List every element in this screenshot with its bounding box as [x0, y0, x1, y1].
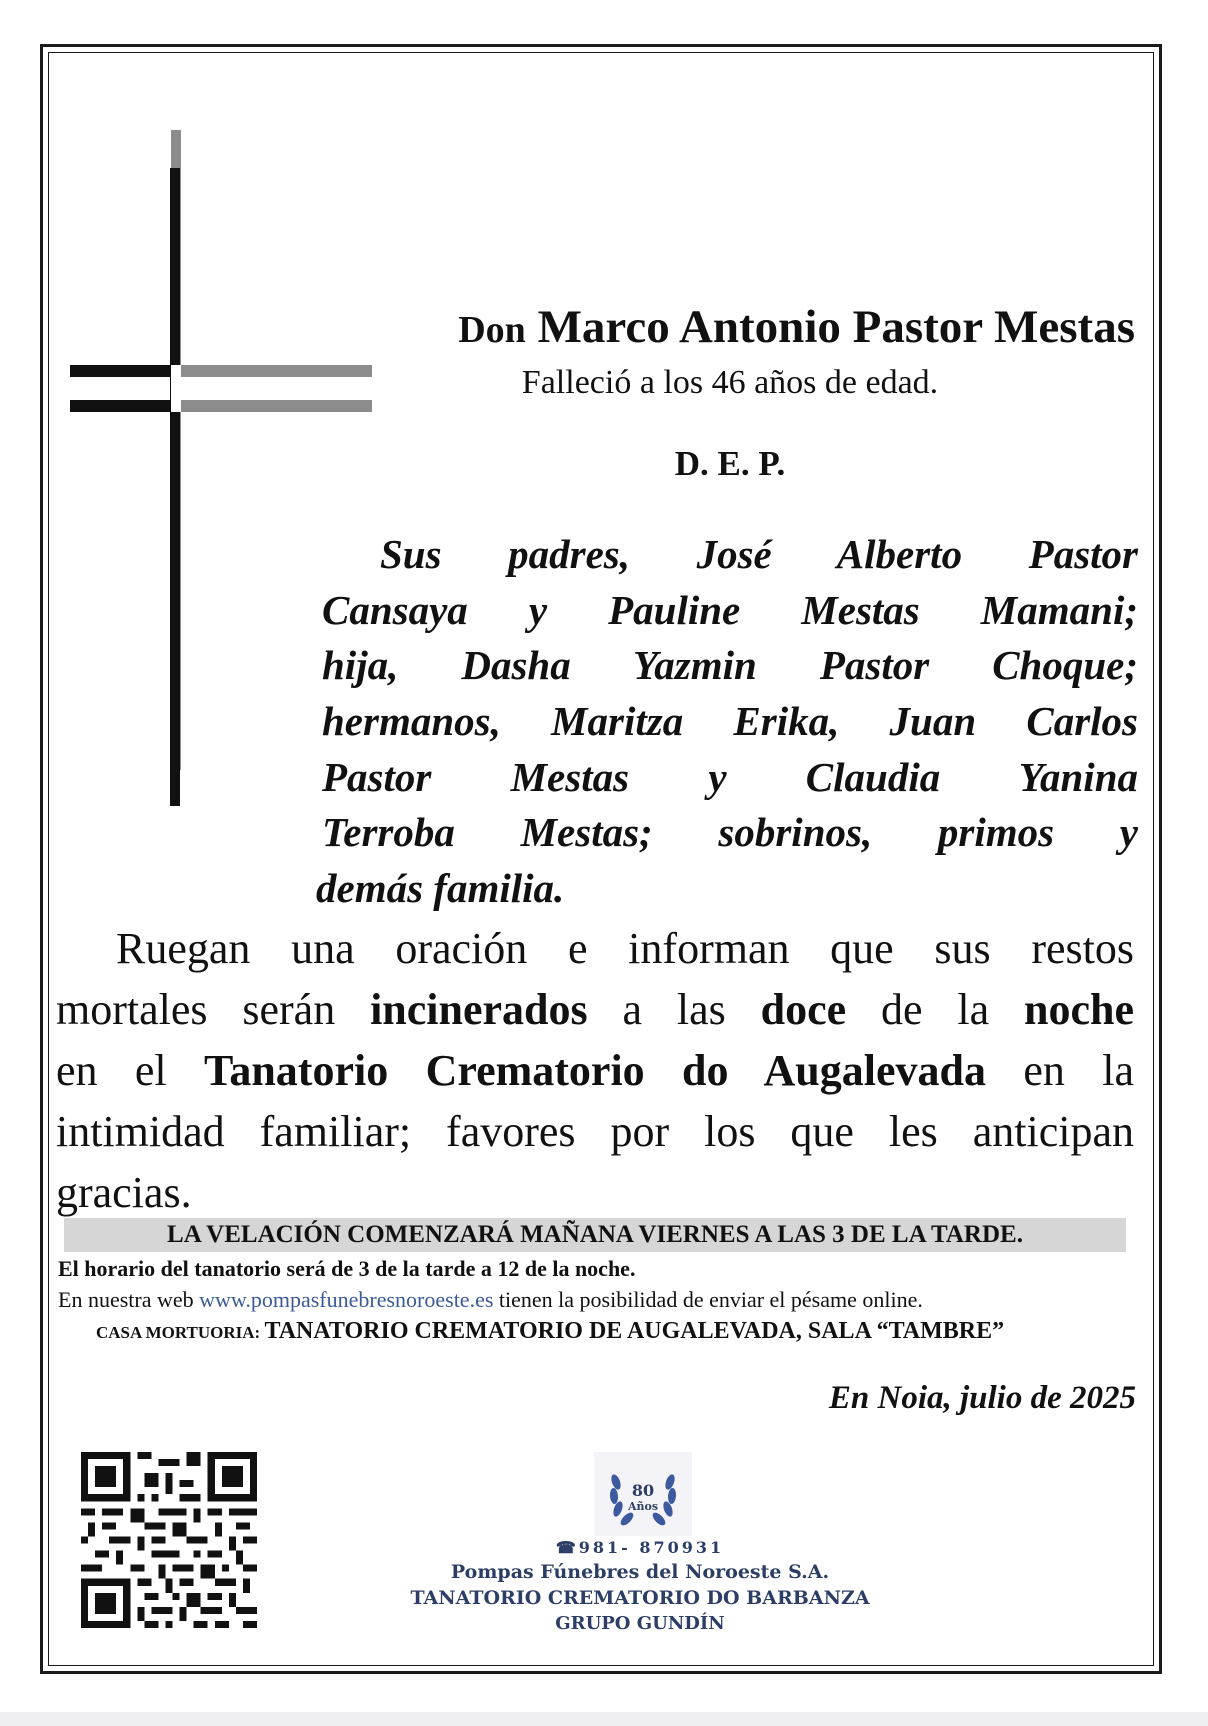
phone-line: [400, 1538, 880, 1557]
website-link[interactable]: www.pompasfunebresnoroeste.es: [199, 1287, 494, 1312]
family-line: demás familia.: [316, 865, 565, 912]
wake-announcement: LA VELACIÓN COMENZARÁ MAÑANA VIERNES A LAS 3 DE LA TARDE.: [64, 1218, 1126, 1252]
funeral-home-label: CASA MORTUORIA:: [96, 1323, 265, 1342]
funeral-home-value: TANATORIO CREMATORIO DE AUGALEVADA, SALA “TAMBRE”: [264, 1318, 1005, 1344]
family-line: Cansaya y Pauline Mestas Mamani;: [322, 586, 1138, 633]
bottom-band: [0, 1712, 1208, 1726]
condolence-web-line: En nuestra web www.pompasfunebresnoroeste.es tienen la posibilidad de enviar el pésame online.: [58, 1287, 923, 1312]
emblem-number: 80: [631, 1481, 655, 1500]
funeral-home-line: [96, 1318, 1004, 1345]
place-and-date: En Noia, julio de 2025: [828, 1380, 1136, 1416]
prayer-paragraph: [56, 918, 1134, 1223]
opening-hours: El horario del tanatorio será de 3 de la tarde a 12 de la noche.: [58, 1256, 636, 1281]
company-crematorium: TANATORIO CREMATORIO DO BARBANZA: [410, 1587, 870, 1609]
deceased-name-title: [330, 300, 1135, 354]
emblem-word: Años: [627, 1500, 659, 1513]
qr-code-icon[interactable]: [80, 1452, 258, 1628]
prayer-line: mortales serán incinerados a las doce de la noche: [56, 985, 1135, 1034]
prayer-line: en el Tanatorio Crematorio do Augalevada en la: [56, 1046, 1134, 1095]
family-line: Terroba Mestas; sobrinos, primos y: [322, 809, 1138, 856]
company-group: GRUPO GUNDÍN: [555, 1613, 725, 1634]
phone-icon: ☎: [555, 1538, 579, 1557]
family-line: Pastor Mestas y Claudia Yanina: [322, 753, 1138, 800]
age-line: Falleció a los 46 años de edad.: [521, 364, 939, 401]
phone-number[interactable]: 981- 870931: [578, 1538, 725, 1557]
family-line: hermanos, Maritza Erika, Juan Carlos: [322, 698, 1138, 745]
family-paragraph: [316, 527, 1138, 917]
honorific: Don: [458, 309, 526, 351]
deceased-name: Marco Antonio Pastor Mestas: [537, 301, 1135, 353]
family-line: Sus padres, José Alberto Pastor: [380, 531, 1138, 577]
prayer-line: gracias.: [56, 1168, 192, 1217]
prayer-line: intimidad familiar; favores por los que les anticipan: [56, 1107, 1134, 1156]
laurel-wreath-icon: [594, 1452, 692, 1536]
family-line: hija, Dasha Yazmin Pastor Choque;: [322, 642, 1138, 689]
cross-icon: [70, 130, 310, 810]
rip-abbreviation: D. E. P.: [674, 444, 786, 483]
prayer-line: Ruegan una oración e informan que sus restos: [116, 924, 1134, 973]
company-name: Pompas Fúnebres del Noroeste S.A.: [450, 1561, 830, 1583]
